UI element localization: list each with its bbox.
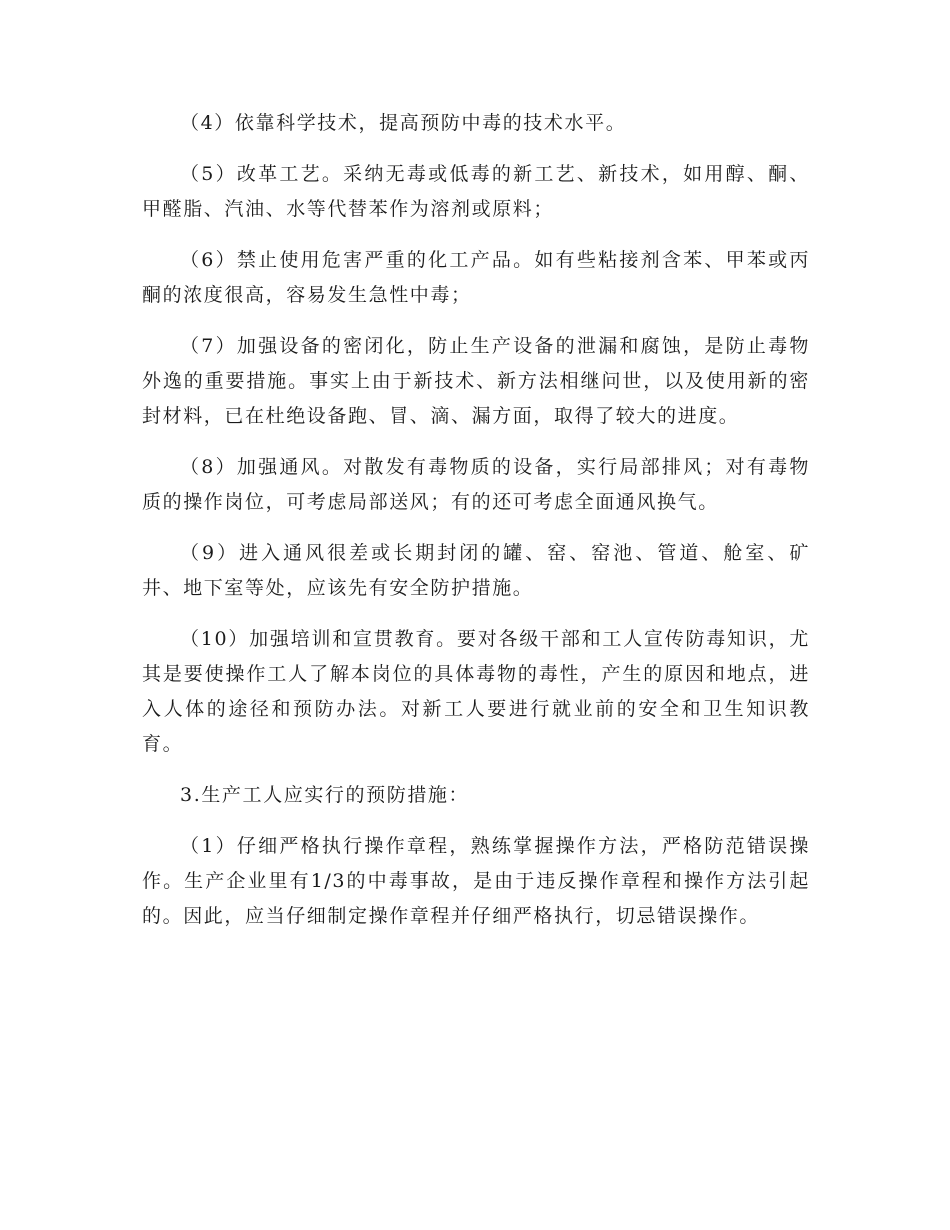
paragraph-item-4: （4）依靠科学技术，提高预防中毒的技术水平。 bbox=[180, 112, 627, 134]
paragraph-item-9: （9）进入通风很差或长期封闭的罐、窑、窑池、管道、舱室、矿井、地下室等处，应该先有安全防护措施。 bbox=[142, 542, 810, 599]
paragraph-item-7: （7）加强设备的密闭化，防止生产设备的泄漏和腐蚀，是防止毒物外逸的重要措施。事实上由于新技术、新方法相继问世，以及使用新的密封材料，已在杜绝设备跑、冒、滴、漏方面，取得了较大的进度。 bbox=[142, 335, 810, 427]
paragraph-worker-1: （1）仔细严格执行操作章程，熟练掌握操作方法，严格防范错误操作。生产企业里有1/3的中毒事故，是由于违反操作章程和操作方法引起的。因此，应当仔细制定操作章程并仔细严格执行，切忌错误操作。 bbox=[142, 835, 810, 927]
paragraph-item-10: （10）加强培训和宣贯教育。要对各级干部和工人宣传防毒知识，尤其是要使操作工人了解本岗位的具体毒物的毒性，产生的原因和地点，进入人体的途径和预防办法。对新工人要进行就业前的安全和卫生知识教育。 bbox=[142, 628, 810, 755]
paragraph-item-6: （6）禁止使用危害严重的化工产品。如有些粘接剂含苯、甲苯或丙酮的浓度很高，容易发生急性中毒； bbox=[142, 249, 810, 306]
paragraph-item-8: （8）加强通风。对散发有毒物质的设备，实行局部排风；对有毒物质的操作岗位，可考虑局部送风；有的还可考虑全面通风换气。 bbox=[142, 456, 810, 513]
section-heading: 3.生产工人应实行的预防措施： bbox=[180, 784, 470, 806]
paragraph-item-5: （5）改革工艺。采纳无毒或低毒的新工艺、新技术，如用醇、酮、甲醛脂、汽油、水等代替苯作为溶剂或原料； bbox=[142, 163, 810, 220]
